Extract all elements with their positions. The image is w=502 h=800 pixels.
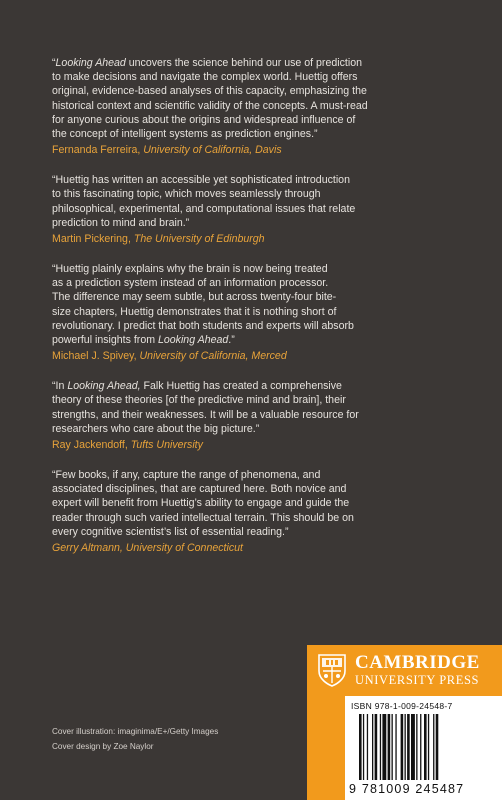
quote-attribution: [52, 349, 462, 363]
quote-text: “Few books, if any, capture the range of phenomena, and associated disciplines, that are captured here. Both novice and expert will benefit from Huettig’s ability to engage and guide the reader through such varied intellectual terrain. This should be on every cognitive scientist’s list of essential reading.”: [52, 469, 354, 538]
endorsement-quote: [52, 468, 462, 555]
cambridge-crest-icon: [317, 653, 347, 687]
design-credit: Cover design by Zoe Naylor: [52, 742, 154, 751]
illustration-credit: Cover illustration: imaginima/E+/Getty Images: [52, 727, 219, 736]
quote-author: Michael J. Spivey,: [52, 350, 140, 363]
barcode-number: 9 781009 245487: [349, 782, 465, 796]
quote-attribution: [52, 541, 462, 555]
publisher-logo: [317, 653, 480, 687]
quote-author: Ray Jackendoff,: [52, 439, 131, 452]
cover-credits: [52, 724, 218, 754]
quote-text: “Huettig plainly explains why the brain is now being treated as a prediction system instead of an information processor. The difference may seem subtle, but across twenty-four bite- size chapters, Huettig demonstrates that it is nothing short of revolutionary. I predict that both students and experts will absorb powerful insights from Looking Ahead.”: [52, 263, 354, 347]
endorsement-quote: [52, 262, 462, 363]
endorsement-quote: [52, 56, 462, 157]
quote-attribution: [52, 143, 462, 157]
quote-author: Martin Pickering,: [52, 233, 134, 246]
barcode-panel: [345, 696, 502, 800]
publisher-subname: UNIVERSITY PRESS: [355, 673, 480, 687]
endorsement-quote: [52, 379, 462, 452]
endorsement-quote: [52, 173, 462, 246]
quote-affiliation: University of California, Davis: [143, 144, 282, 157]
quote-text: “Looking Ahead uncovers the science behind our use of prediction to make decisions and navigate the complex world. Huettig offers original, evidence-based analyses of this capacity, emphasizing the historical context and scientific validity of the concepts. A must-read for anyone curious about the origins and widespread influence of the concept of intelligent systems as prediction engines.”: [52, 57, 368, 141]
quote-text: “Huettig has written an accessible yet sophisticated introduction to this fascinating topic, which moves seamlessly through philosophical, experimental, and computational issues that relate prediction to mind and brain.”: [52, 174, 356, 229]
quote-text: “In Looking Ahead, Falk Huettig has created a comprehensive theory of these theories [of the predictive mind and brain], their strengths, and their weaknesses. It will be a valuable resource for researchers who care about the big picture.”: [52, 380, 359, 435]
quote-attribution: [52, 438, 462, 452]
quote-author: Fernanda Ferreira,: [52, 144, 144, 157]
barcode-icon: [359, 714, 489, 784]
isbn-label: ISBN 978-1-009-24548-7: [351, 701, 453, 711]
quote-affiliation: Tufts University: [130, 439, 203, 452]
quote-affiliation: Gerry Altmann, University of Connecticut: [52, 542, 243, 555]
endorsement-quotes: [52, 56, 462, 571]
quote-affiliation: University of California, Merced: [139, 350, 287, 363]
quote-attribution: [52, 232, 462, 246]
quote-affiliation: The University of Edinburgh: [133, 233, 265, 246]
publisher-name: CAMBRIDGE: [355, 652, 480, 673]
